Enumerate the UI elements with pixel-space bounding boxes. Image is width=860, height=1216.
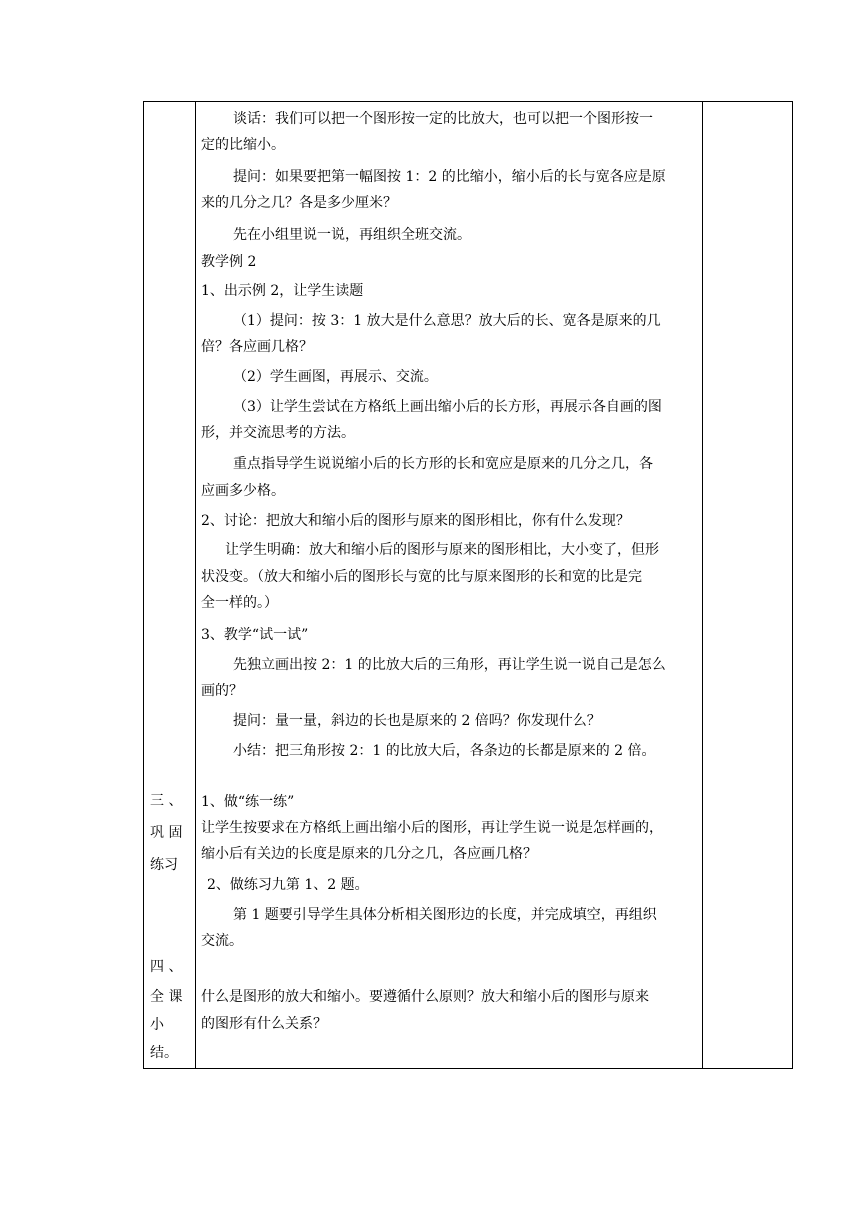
- content-line: 先在小组里说一说，再组织全班交流。: [233, 227, 471, 243]
- content-line: 提问：量一量，斜边的长也是原来的 2 倍吗？你发现什么？: [233, 713, 601, 729]
- content-line: 倍？各应画几格？: [201, 339, 313, 355]
- section-label-summary-4: 结。: [150, 1045, 178, 1061]
- content-line: 先独立画出按 2：1 的比放大后的三角形，再让学生说一说自己是怎么: [233, 657, 666, 673]
- content-line: 画的？: [201, 683, 243, 699]
- content-line: 缩小后有关边的长度是原来的几分之几，各应画几格？: [201, 846, 537, 862]
- content-line: 让学生按要求在方格纸上画出缩小后的图形，再让学生说一说是怎样画的，: [201, 820, 663, 836]
- content-line: 交流。: [201, 933, 243, 949]
- content-line: 全一样的。）: [201, 595, 278, 611]
- content-line: 3、教学“试一试”: [201, 627, 309, 643]
- section-label-column: [144, 102, 195, 1068]
- lesson-plan-table: [143, 101, 793, 1069]
- content-line: 谈话：我们可以把一个图形按一定的比放大，也可以把一个图形按一: [233, 111, 653, 127]
- content-line: 定的比缩小。: [201, 137, 285, 153]
- content-line: （2）学生画图，再展示、交流。: [233, 369, 438, 385]
- content-line: 1、出示例 2，让学生读题: [201, 283, 364, 299]
- content-line: 来的几分之几？各是多少厘米？: [201, 195, 397, 211]
- section-label-summary-2: 全 课: [150, 989, 183, 1005]
- notes-column: [702, 102, 794, 1068]
- content-column: [195, 102, 702, 1068]
- content-line: 教学例 2: [201, 254, 257, 270]
- content-line: 2、讨论：把放大和缩小后的图形与原来的图形相比，你有什么发现？: [201, 513, 630, 529]
- content-line: 重点指导学生说说缩小后的长方形的长和宽应是原来的几分之几，各: [233, 456, 653, 472]
- section-label-consolidate-1: 三 、: [150, 793, 183, 809]
- content-line: 什么是图形的放大和缩小。要遵循什么原则？放大和缩小后的图形与原来: [201, 989, 649, 1005]
- content-line: 的图形有什么关系？: [201, 1016, 327, 1032]
- content-line: 第 1 题要引导学生具体分析相关图形边的长度，并完成填空，再组织: [233, 907, 657, 923]
- content-line: （1）提问：按 3：1 放大是什么意思？放大后的长、宽各是原来的几: [233, 313, 661, 329]
- content-line: 状没变。（放大和缩小后的图形长与宽的比与原来图形的长和宽的比是完: [201, 569, 642, 585]
- section-label-consolidate-2: 巩 固: [150, 825, 183, 841]
- content-line: （3）让学生尝试在方格纸上画出缩小后的长方形，再展示各自画的图: [233, 399, 662, 415]
- content-line: 提问：如果要把第一幅图按 1：2 的比缩小，缩小后的长与宽各应是原: [233, 169, 666, 185]
- content-line: 1、做“练一练”: [201, 794, 295, 810]
- section-label-consolidate-3: 练习: [150, 857, 178, 873]
- content-line: 形，并交流思考的方法。: [201, 425, 355, 441]
- content-line: 小结：把三角形按 2：1 的比放大后，各条边的长都是原来的 2 倍。: [233, 743, 656, 759]
- section-label-summary-1: 四 、: [150, 959, 183, 975]
- content-line: 应画多少格。: [201, 483, 285, 499]
- content-line: 2、做练习九第 1、2 题。: [207, 877, 369, 893]
- section-label-summary-3: 小: [150, 1017, 164, 1033]
- content-line: 让学生明确：放大和缩小后的图形与原来的图形相比，大小变了，但形: [225, 542, 659, 558]
